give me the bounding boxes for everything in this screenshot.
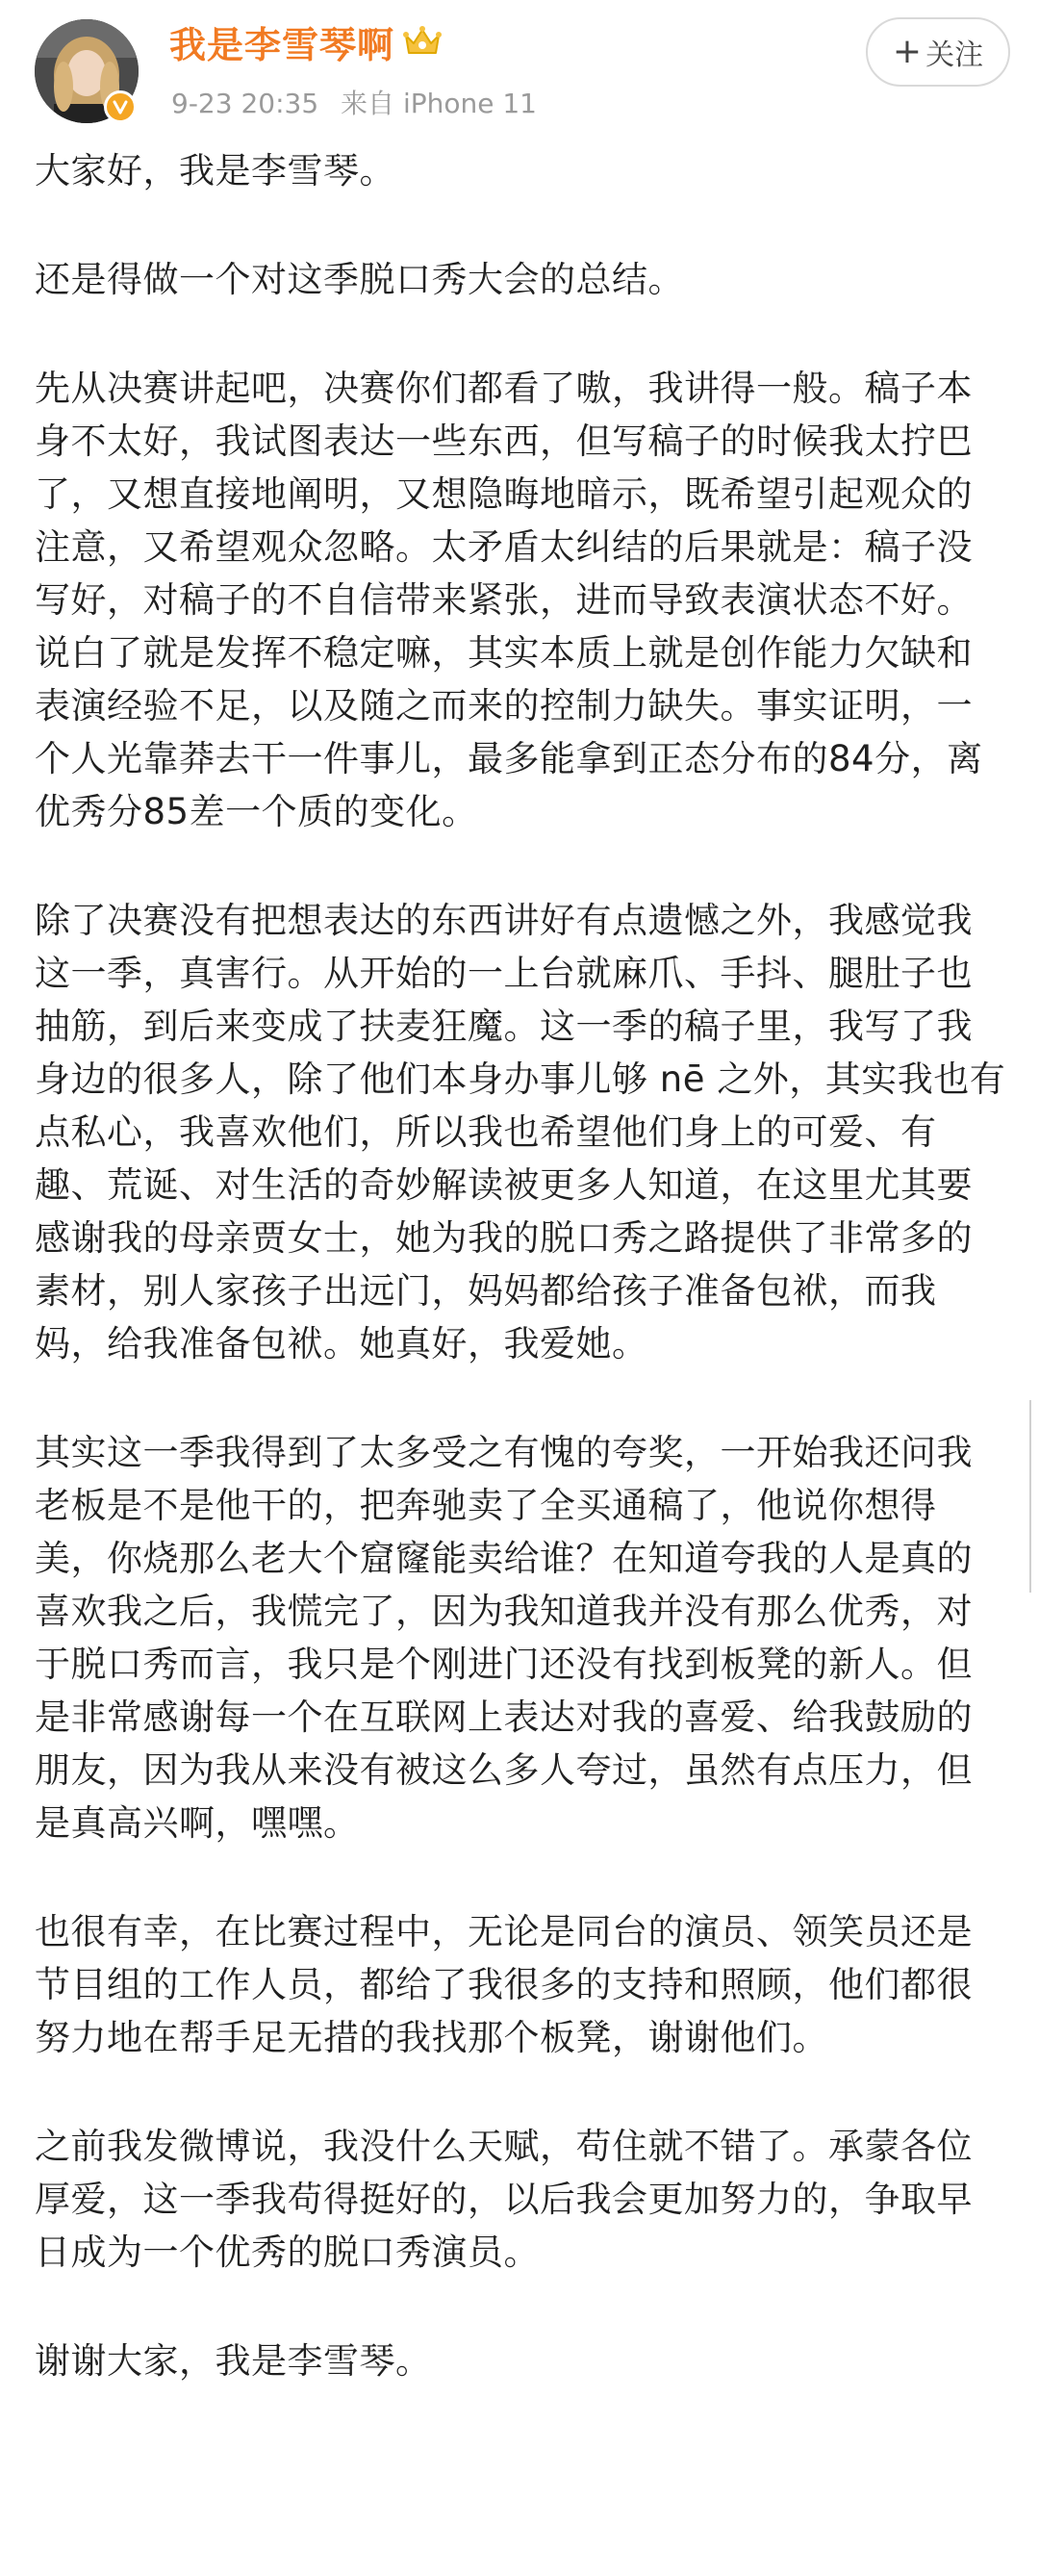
- post-header: [0, 0, 1039, 135]
- post-paragraph: 先从决赛讲起吧，决赛你们都看了嗷，我讲得一般。稿子本身不太好，我试图表达一些东西，但写稿子的时候我太拧巴了，又想直接地阐明，又想隐晦地暗示，既希望引起观众的注意，又希望观众忽略。太矛盾太纠结的后果就是：稿子没写好，对稿子的不自信带来紧张，进而导致表演状态不好。说白了就是发挥不稳定嘛，其实本质上就是创作能力欠缺和表演经验不足，以及随之而来的控制力缺失。事实证明，一个人光靠莽去干一件事儿，最多能拿到正态分布的84分，离优秀分85差一个质的变化。: [35, 368, 983, 832]
- post-source: 来自 iPhone 11: [341, 88, 537, 119]
- verified-v-badge-icon: [104, 90, 137, 123]
- post-paragraph: 谢谢大家，我是李雪琴。: [35, 2340, 432, 2382]
- post-paragraph: 之前我发微博说，我没什么天赋，苟住就不错了。承蒙各位厚爱，这一季我苟得挺好的，以后我会更加努力的，争取早日成为一个优秀的脱口秀演员。: [35, 2126, 973, 2273]
- follow-button-label: 关注: [925, 38, 984, 72]
- post-paragraph: 也很有幸，在比赛过程中，无论是同台的演员、领笑员还是节目组的工作人员，都给了我很多的支持和照顾，他们都很努力地在帮手足无措的我找那个板凳，谢谢他们。: [35, 1911, 973, 2058]
- follow-button[interactable]: [866, 17, 1010, 87]
- post-paragraph: 还是得做一个对这季脱口秀大会的总结。: [35, 259, 684, 300]
- post-paragraph: 其实这一季我得到了太多受之有愧的夸奖，一开始我还问我老板是不是他干的，把奔驰卖了全买通稿了，他说你想得美，你烧那么老大个窟窿能卖给谁？在知道夸我的人是真的喜欢我之后，我慌完了，因为我知道我并没有那么优秀，对于脱口秀而言，我只是个刚进门还没有找到板凳的新人。但是非常感谢每一个在互联网上表达对我的喜爱、给我鼓励的朋友，因为我从来没有被这么多人夸过，虽然有点压力，但是真高兴啊，嘿嘿。: [35, 1432, 973, 1844]
- post-meta: [171, 83, 550, 121]
- plus-icon: +: [892, 32, 923, 71]
- post-paragraph: 大家好，我是李雪琴。: [35, 150, 395, 191]
- crown-icon: [402, 24, 443, 59]
- post-body: [35, 144, 1006, 2443]
- scroll-edge-indicator: [1029, 1400, 1039, 1593]
- author-row: [169, 17, 443, 65]
- author-name[interactable]: 我是李雪琴啊: [169, 23, 395, 66]
- post-paragraph: 除了决赛没有把想表达的东西讲好有点遗憾之外，我感觉我这一季，真害行。从开始的一上台就麻爪、手抖、腿肚子也抽筋，到后来变成了扶麦狂魔。这一季的稿子里，我写了我身边的很多人，除了他们本身办事儿够 nē 之外，其实我也有点私心，我喜欢他们，所以我也希望他们身上的可爱、有趣、荒诞、对生活的奇妙解读被更多人知道，在这里尤其要感谢我的母亲贾女士，她为我的脱口秀之路提供了非常多的素材，别人家孩子出远门，妈妈都给孩子准备包袱，而我妈，给我准备包袱。她真好，我爱她。: [35, 900, 1006, 1365]
- post-timestamp: 9-23 20:35: [171, 88, 319, 119]
